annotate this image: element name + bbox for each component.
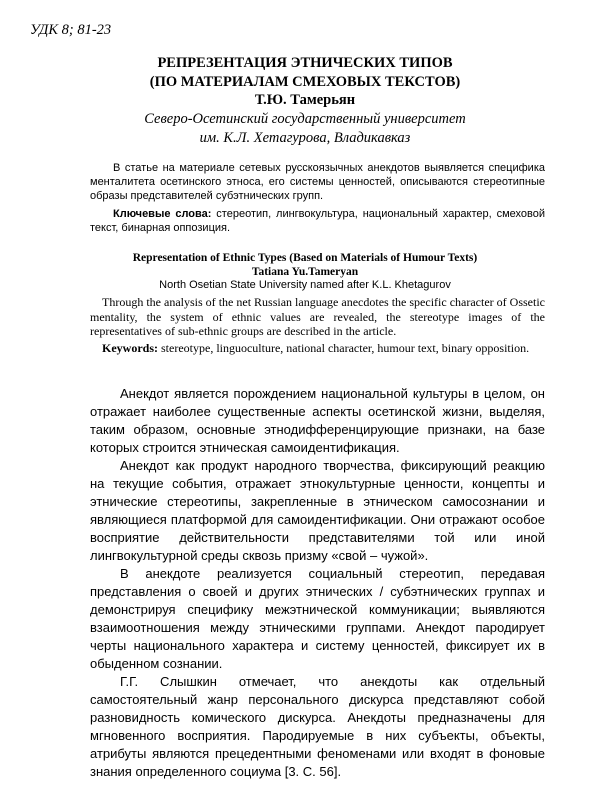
keywords-english <box>90 341 545 356</box>
english-affiliation: North Osetian State University named after K.L. Khetagurov <box>159 279 451 291</box>
title-line-1: РЕПРЕЗЕНТАЦИЯ ЭТНИЧЕСКИХ ТИПОВ <box>157 55 453 71</box>
author-name: Т.Ю. Тамерьян <box>254 92 356 108</box>
english-title: Representation of Ethnic Types (Based on Materials of Humour Texts) <box>132 252 478 264</box>
author-affiliation <box>80 110 530 148</box>
affiliation-line-2: им. К.Л. Хетагурова, Владикавказ <box>199 130 411 146</box>
keywords-english-label: Keywords: <box>102 341 158 355</box>
english-author: Tatiana Yu.Tameryan <box>251 266 359 278</box>
abstract-english <box>90 295 545 339</box>
abstract-russian <box>90 161 545 203</box>
keywords-russian <box>90 207 545 235</box>
body-paragraph-4: Г.Г. Слышкин отмечает, что анекдоты как отдельный самостоятельный жанр персонального дискурса представляют собой разновидность комического дискурса. Анекдоты предназначены для мгновенного восприятия. Пародируемые в них субъекты, объекты, атрибуты являются прецедентными феноменами или входят в фоновые знания определенного социума [3. С. 56]. <box>90 674 545 779</box>
article-title <box>80 54 530 92</box>
body-paragraph-1: Анекдот является порождением национальной культуры в целом, он отражает наиболее существенные аспекты осетинской жизни, выделяя, таким образом, основные этнодифференцирующие признаки, на базе которых строится этническая самоидентификация. <box>90 386 545 455</box>
title-line-2: (ПО МАТЕРИАЛАМ СМЕХОВЫХ ТЕКСТОВ) <box>149 74 461 90</box>
keywords-russian-list: стереотип, лингвокультура, национальный характер, смеховой текст, бинарная оппозиция. <box>90 208 545 234</box>
keywords-russian-label: Ключевые слова: <box>113 208 212 220</box>
english-title-block <box>80 251 530 279</box>
body-paragraph-3: В анекдоте реализуется социальный стереотип, передавая представления о своей и других этнических / субэтнических группах и демонстрируя специфику межэтнической коммуникации; выявляются взаимоотношения между этническими группами. Анекдот пародирует черты национального характера и систему ценностей, фиксирует их в обыденном сознании. <box>90 566 545 671</box>
affiliation-line-1: Северо-Осетинский государственный университет <box>144 111 466 127</box>
article-body <box>90 385 545 781</box>
udc-code: УДК 8; 81-23 <box>30 22 112 38</box>
body-paragraph-2: Анекдот как продукт народного творчества, фиксирующий реакцию на текущие события, отражает этнокультурные ценности, концепты и этнические стереотипы, закрепленные в этническом самосознании и являющиеся платформой для самоидентификации. Они отражают особое восприятие действительности представителями той или иной лингвокультурной среды сквозь призму «свой – чужой». <box>90 458 545 563</box>
abstract-russian-text: В статье на материале сетевых русскоязычных анекдотов выявляется специфика менталитета осетинского этноса, его системы ценностей, описываются стереотипные образы представителей субэтнических групп. <box>90 162 545 202</box>
keywords-english-list: stereotype, linguoculture, national character, humour text, binary opposition. <box>158 341 530 355</box>
abstract-english-text: Through the analysis of the net Russian language anecdotes the specific character of Ossetic mentality, the system of ethnic values are revealed, the stereotype images of the representatives of sub-ethnic groups are described in the article. <box>90 295 545 338</box>
